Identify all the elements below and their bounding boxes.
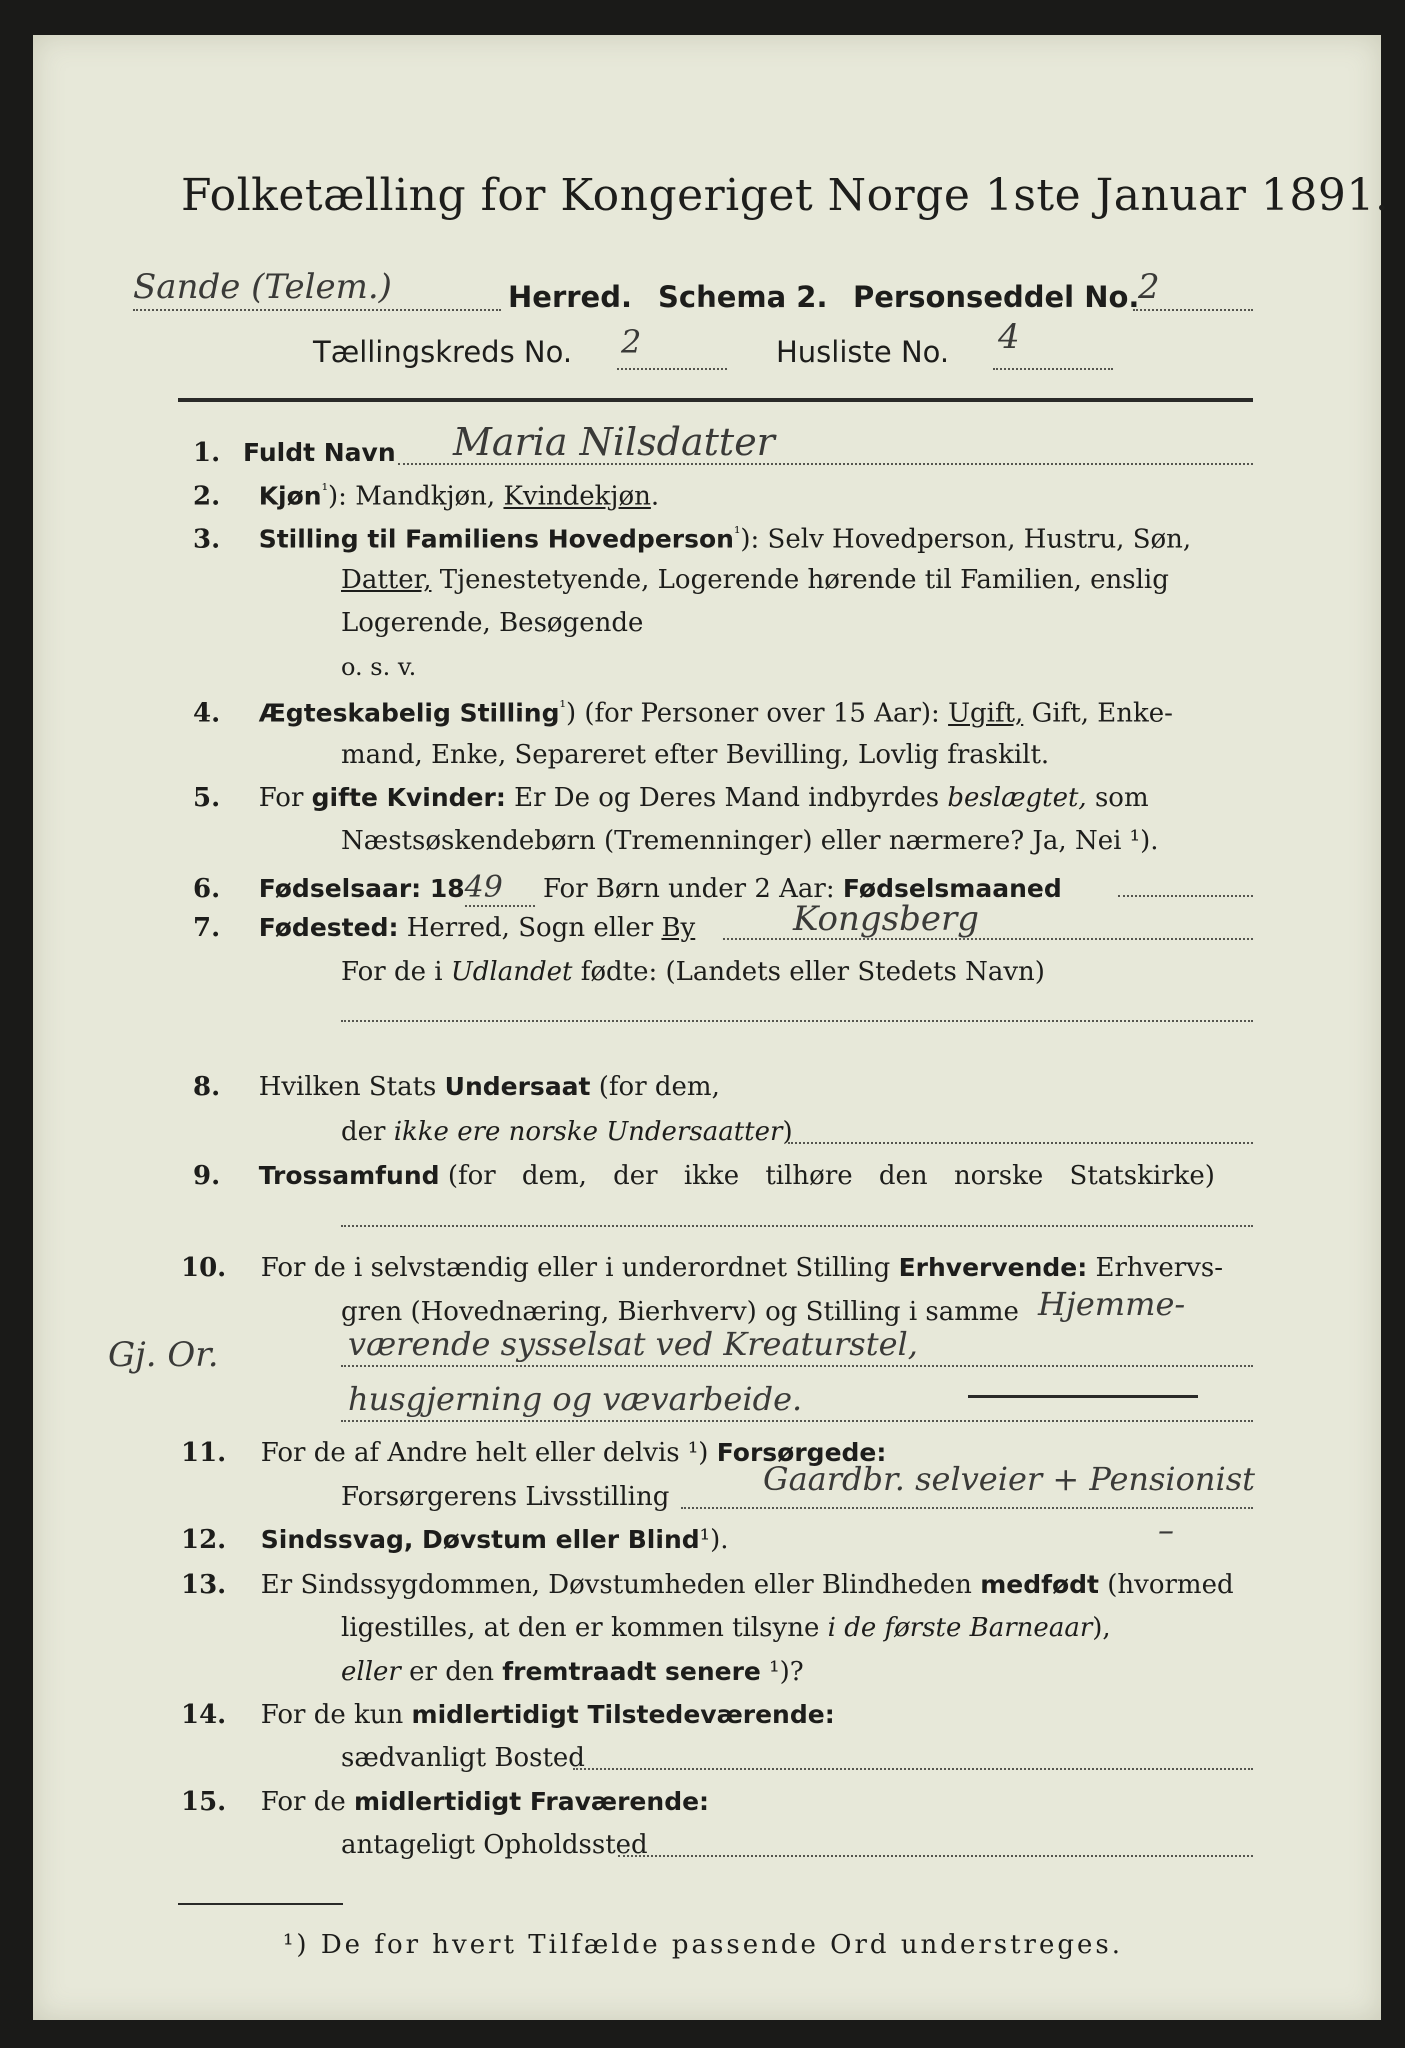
herred-value: Sande (Telem.) xyxy=(133,267,392,307)
q11-line1-a: For de af Andre helt xyxy=(260,1438,527,1468)
herred-label: Herred. xyxy=(508,280,632,314)
q13-line1-a: Er Sindssygdommen, Døvstumheden eller Blindheden xyxy=(260,1570,972,1600)
q13-line3-c: ¹)? xyxy=(769,1657,804,1687)
q7-line2-b: fødte: (Landets eller Stedets Navn) xyxy=(580,957,1045,987)
q7-line2-a: For de i xyxy=(341,957,443,987)
q12-label: Sindssvag, Døvstum eller Blind xyxy=(260,1525,700,1554)
q6-rest: For Børn under 2 Aar: xyxy=(542,874,835,904)
q1-number: 1. xyxy=(193,438,221,468)
q3-line2 xyxy=(341,565,1169,595)
q6-number: 6. xyxy=(193,874,221,904)
q12-line xyxy=(181,1525,728,1555)
q11-value: Gaardbr. selveier + Pensionist xyxy=(763,1460,1256,1498)
q7-selected: By xyxy=(661,913,696,943)
q7-line1-rest: Herred, Sogn eller xyxy=(406,913,654,943)
q14-line1-a: For de kun xyxy=(260,1700,404,1730)
q2-label: Kjøn xyxy=(258,481,322,511)
q10-number: 10. xyxy=(181,1253,227,1283)
q14-line2: sædvanligt Bosted xyxy=(341,1743,585,1773)
q15-line1-b: midlertidigt Fraværende: xyxy=(354,1787,710,1816)
q8-line1 xyxy=(193,1072,720,1102)
q13-line1 xyxy=(181,1570,1234,1600)
q9-label: Trossamfund xyxy=(258,1161,440,1190)
q3-line4: o. s. v. xyxy=(341,653,417,681)
q3-selected: Datter, xyxy=(341,565,432,595)
husliste-dotted-line xyxy=(993,368,1113,370)
header-rule xyxy=(178,398,1253,402)
q15-line2: antageligt Opholdssted xyxy=(341,1830,648,1860)
q7-label: Fødested: xyxy=(258,913,399,942)
q4-line1 xyxy=(193,697,1173,729)
q5-italic: beslægtet, xyxy=(947,783,1087,813)
q11-number: 11. xyxy=(181,1438,227,1468)
q8-number: 8. xyxy=(193,1072,221,1102)
q13-line1-c: (hvormed xyxy=(1107,1570,1234,1600)
q14-dotted-line xyxy=(573,1768,1253,1770)
q3-line1 xyxy=(193,523,1191,555)
footnote-rule xyxy=(178,1903,343,1905)
q7-number: 7. xyxy=(193,913,221,943)
q11-line2: Forsørgerens Livsstilling xyxy=(341,1482,670,1512)
form-title: Folketælling for Kongeriget Norge 1ste Januar 1891. xyxy=(181,170,1390,221)
kreds-label: Tællingskreds No. xyxy=(313,335,573,369)
q8-line2-b: ) xyxy=(782,1117,793,1147)
schema-label: Schema 2. xyxy=(658,280,828,314)
husliste-label: Husliste No. xyxy=(776,335,950,369)
q4-line1-end: Gift, Enke- xyxy=(1031,698,1173,729)
q13-line2-b: ), xyxy=(1092,1613,1111,1643)
q13-line2-it: i de første Barneaar xyxy=(827,1613,1093,1643)
q7-value: Kongsberg xyxy=(793,899,979,939)
q15-line1-a: For de xyxy=(260,1787,346,1817)
q2-number: 2. xyxy=(193,481,221,512)
q3-line2-rest: Tjenestetyende, Logerende hørende til Familien, enslig xyxy=(439,565,1169,595)
kreds-value: 2 xyxy=(621,323,642,361)
personseddel-dotted-line xyxy=(1133,309,1253,311)
personseddel-value: 2 xyxy=(1138,267,1160,307)
q12-number: 12. xyxy=(181,1525,227,1555)
q7-line2-it: Udlandet xyxy=(450,957,573,987)
q11-line1-c: Forsørgede: xyxy=(716,1438,887,1467)
q1-label: Fuldt Navn xyxy=(243,438,396,467)
q6-label: Fødselsaar: 18 xyxy=(258,874,465,903)
q4-line1-rest: ) (for Personer over 15 Aar): xyxy=(565,698,940,729)
q2-sup: ¹ xyxy=(321,480,329,499)
q2-end: . xyxy=(650,481,660,512)
q5-pre: For xyxy=(258,783,304,813)
q3-line1-rest: ): Selv Hovedperson, Hustru, Søn, xyxy=(740,524,1192,555)
footnote: ¹) De for hvert Tilfælde passende Ord understreges. xyxy=(283,1930,1124,1960)
q7-line1 xyxy=(193,913,695,943)
q5-line1-end: som xyxy=(1094,783,1149,813)
q13-line3 xyxy=(341,1657,804,1687)
q3-number: 3. xyxy=(193,524,221,555)
q11-dotted-line xyxy=(681,1507,1253,1509)
census-form xyxy=(33,35,1390,2020)
q8-line1-b: Undersaat xyxy=(444,1072,591,1101)
q2-rest: ): Mandkjøn, xyxy=(328,481,496,512)
q8-line2-it: ikke ere norske Undersaatter xyxy=(393,1117,783,1147)
kreds-dotted-line xyxy=(617,368,727,370)
q14-line1 xyxy=(181,1700,835,1730)
q7-dotted-line-2 xyxy=(341,1020,1253,1022)
q10-dotted-line-1 xyxy=(341,1365,1253,1367)
q14-line1-b: midlertidigt Tilstedeværende: xyxy=(411,1700,835,1729)
q11-line1-b: eller delvis ¹) xyxy=(534,1438,709,1468)
q13-line1-b: medfødt xyxy=(980,1570,1099,1599)
q10-hw3: husgjerning og vævarbeide. xyxy=(348,1380,803,1418)
q10-line1 xyxy=(181,1253,1223,1283)
q15-number: 15. xyxy=(181,1787,227,1817)
q8-line2 xyxy=(341,1117,793,1147)
q9-line1 xyxy=(193,1161,1215,1191)
q5-line1 xyxy=(193,783,1149,813)
q4-line2: mand, Enke, Separeret efter Bevilling, Lovlig fraskilt. xyxy=(341,740,1050,770)
q8-line1-c: (for dem, xyxy=(598,1072,720,1102)
q10-hw1: Hjemme- xyxy=(1038,1285,1186,1323)
q10-line1-b: Erhvervende: xyxy=(898,1253,1088,1282)
q13-line2-a: ligestilles, at den er kommen tilsyne xyxy=(341,1613,820,1643)
q10-margin-note: Gj. Or. xyxy=(108,1335,219,1375)
herred-dotted-line xyxy=(133,309,501,311)
q5-line1-rest: Er De og Deres Mand indbyrdes xyxy=(514,783,940,813)
q4-sup: ¹ xyxy=(559,697,566,716)
q10-dotted-line-2 xyxy=(341,1420,1253,1422)
q4-number: 4. xyxy=(193,698,221,729)
q3-label: Stilling til Familiens Hovedperson xyxy=(258,524,734,554)
q10-hw2: værende sysselsat ved Kreaturstel, xyxy=(348,1325,918,1363)
q10-line1-a: For de i selvstændig eller i underordnet Stilling xyxy=(260,1253,891,1283)
q3-sup: ¹ xyxy=(733,523,741,542)
q8-line1-a: Hvilken Stats xyxy=(258,1072,437,1102)
q9-dotted-line xyxy=(341,1225,1253,1227)
q8-dotted-line xyxy=(788,1142,1253,1144)
q15-line1 xyxy=(181,1787,709,1817)
q2-line xyxy=(193,480,659,512)
q4-selected: Ugift, xyxy=(948,698,1024,729)
q3-line3: Logerende, Besøgende xyxy=(341,608,644,638)
q15-dotted-line xyxy=(618,1855,1253,1857)
q12-end: ¹). xyxy=(699,1525,729,1555)
q1-value: Maria Nilsdatter xyxy=(453,420,775,464)
q13-line3-it: eller xyxy=(341,1657,401,1687)
q2-selected: Kvindekjøn xyxy=(503,481,651,512)
q9-number: 9. xyxy=(193,1161,221,1191)
q5-label: gifte Kvinder: xyxy=(311,783,506,812)
husliste-value: 4 xyxy=(998,317,1020,357)
q13-line3-a: er den xyxy=(409,1657,494,1687)
q6-value: 49 xyxy=(465,870,535,907)
q12-value: – xyxy=(1158,1511,1174,1549)
q13-line3-b: fremtraadt senere xyxy=(502,1657,761,1686)
q10-line2: gren (Hovednæring, Bierhverv) og Stilling i samme xyxy=(341,1297,1019,1327)
personseddel-label: Personseddel No. xyxy=(853,280,1140,314)
q7-line2 xyxy=(341,957,1045,987)
q13-number: 13. xyxy=(181,1570,227,1600)
q6-bold-end: Fødselsmaaned xyxy=(842,874,1062,903)
q9-rest: (for dem, der ikke tilhøre den norske Statskirke) xyxy=(447,1161,1215,1191)
q8-line2-a: der xyxy=(341,1117,386,1147)
q14-number: 14. xyxy=(181,1700,227,1730)
q6-dotted-line xyxy=(1118,895,1253,897)
q13-line2 xyxy=(341,1613,1111,1643)
q10-strike-line xyxy=(968,1395,1198,1398)
q5-line2: Næstsøskendebørn (Tremenninger) eller nærmere? Ja, Nei ¹). xyxy=(341,826,1159,856)
q5-number: 5. xyxy=(193,783,221,813)
q10-line1-c: Erhvervs- xyxy=(1095,1253,1223,1283)
q4-label: Ægteskabelig Stilling xyxy=(258,698,560,728)
